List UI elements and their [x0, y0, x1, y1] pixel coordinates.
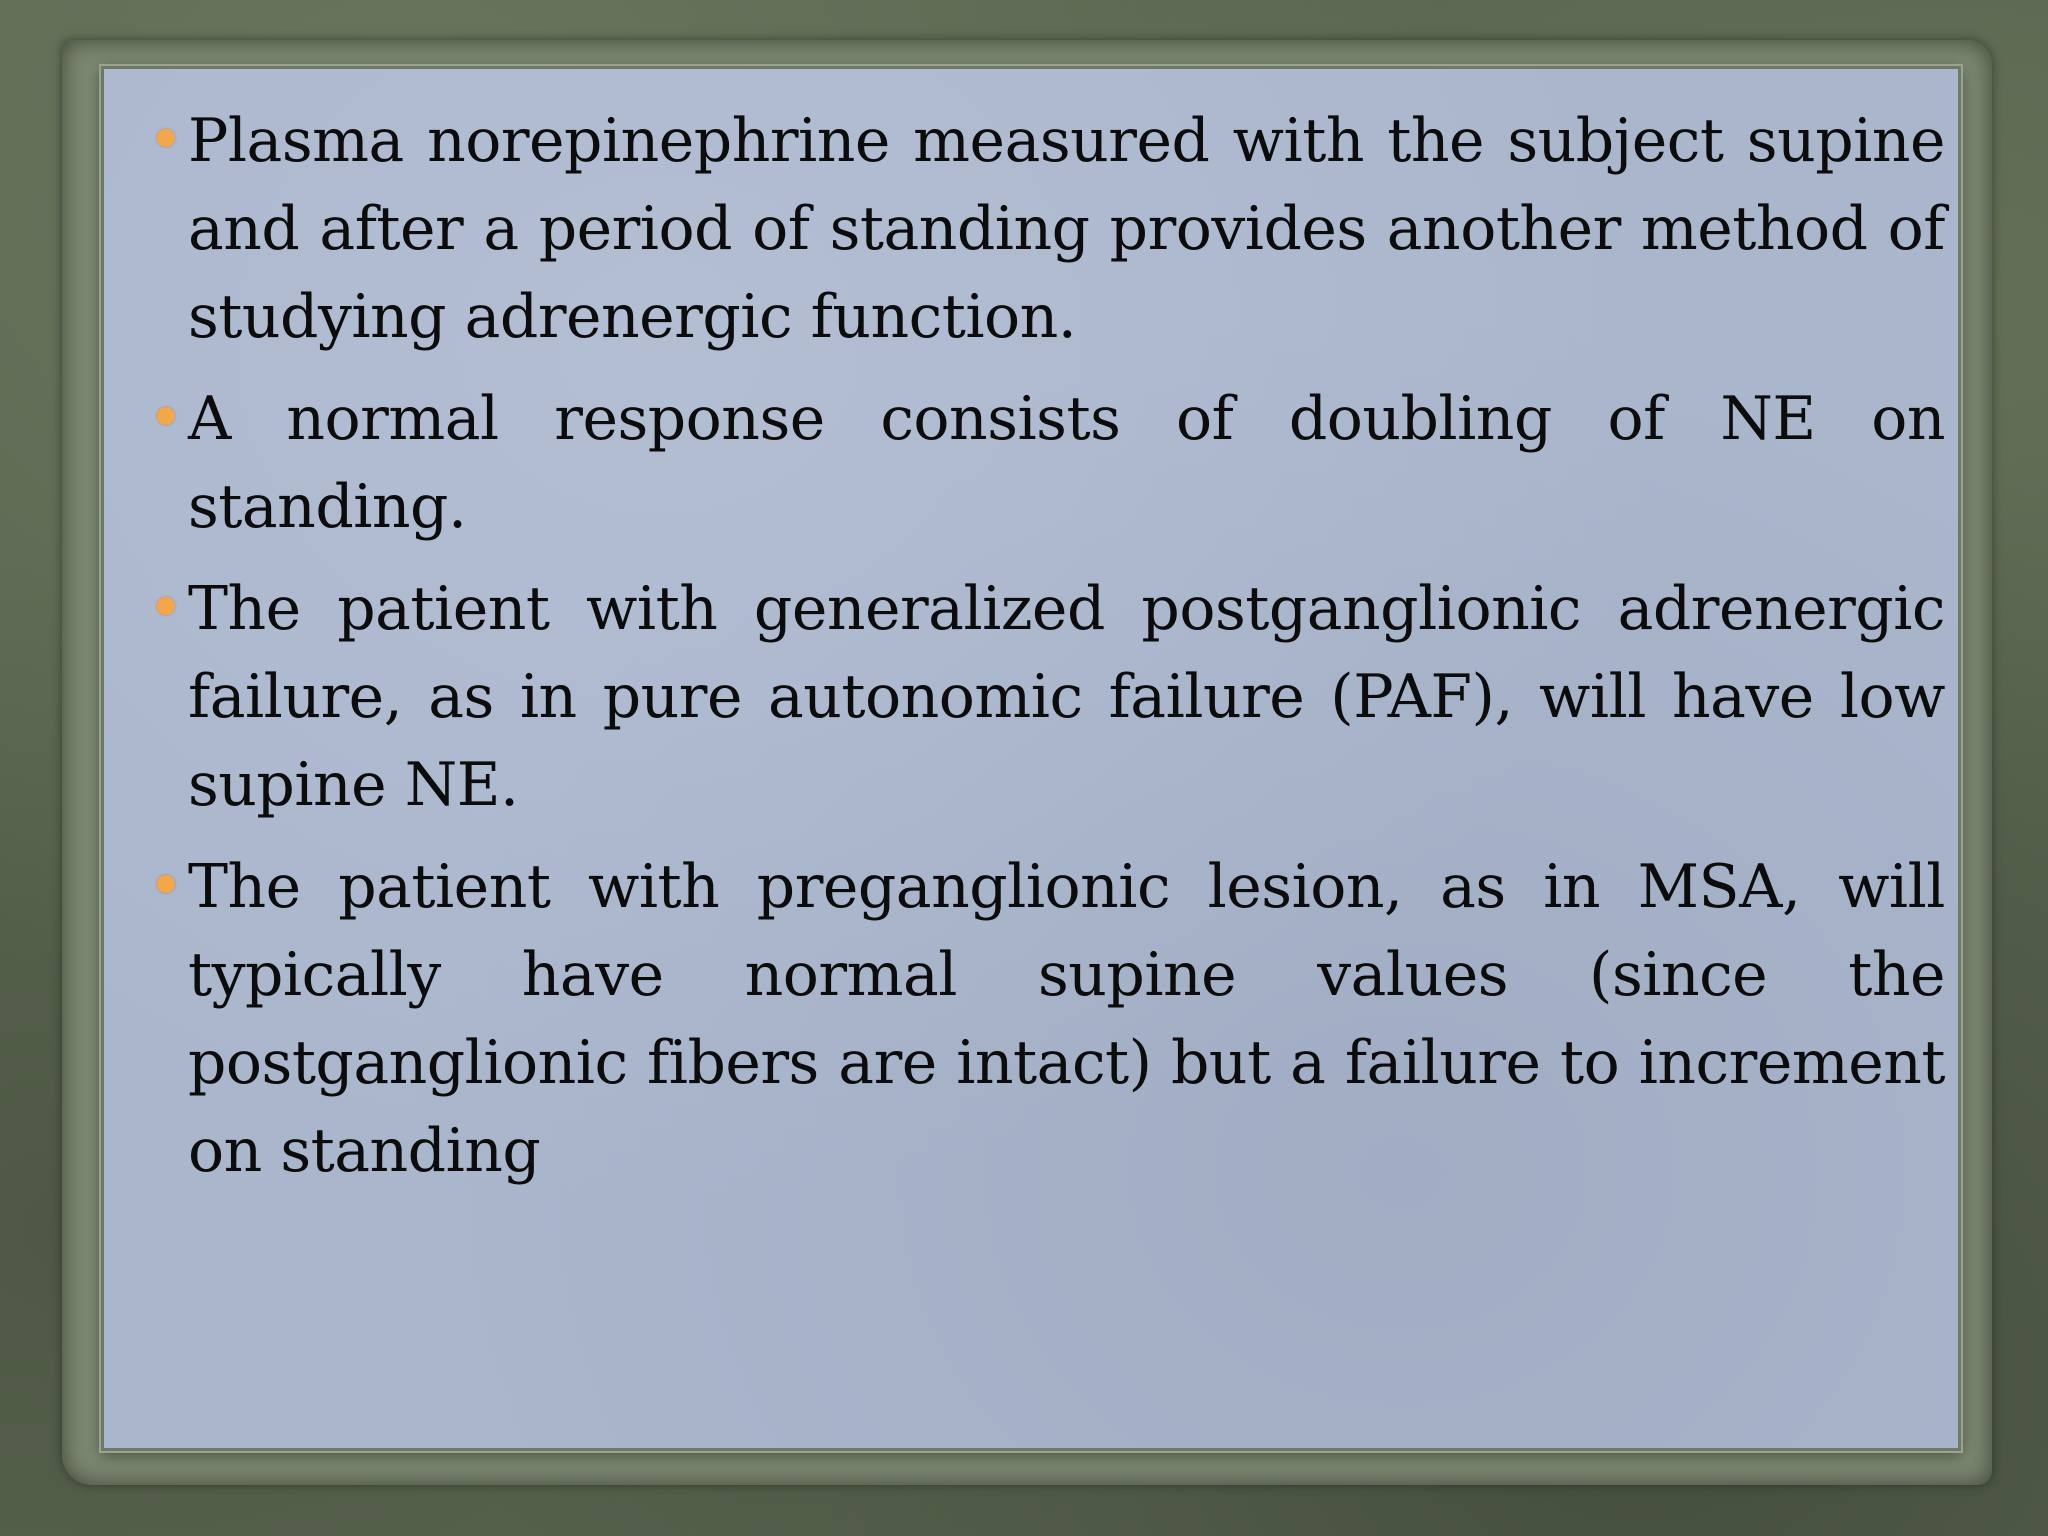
bullet-item	[188, 375, 1945, 551]
bullet-text: The patient with generalized postganglionic adrenergic failure, as in pure autonomic failure (PAF), will have low supine NE.	[188, 574, 1945, 820]
bullet-dot-icon	[157, 407, 175, 425]
bullet-list	[188, 97, 1945, 1209]
bullet-dot-icon	[157, 129, 175, 147]
bullet-item	[188, 843, 1945, 1195]
bullet-text: The patient with preganglionic lesion, as in MSA, will typically have normal supine values (since the postganglionic fibers are intact) but a failure to increment on standing	[188, 852, 1945, 1186]
slide-panel	[101, 66, 1961, 1451]
bullet-dot-icon	[157, 875, 175, 893]
bullet-item	[188, 565, 1945, 829]
bullet-text: Plasma norepinephrine measured with the subject supine and after a period of standing provides another method of studying adrenergic function.	[188, 106, 1945, 352]
bullet-text: A normal response consists of doubling of NE on standing.	[188, 384, 1945, 542]
bullet-item	[188, 97, 1945, 361]
bullet-dot-icon	[157, 597, 175, 615]
